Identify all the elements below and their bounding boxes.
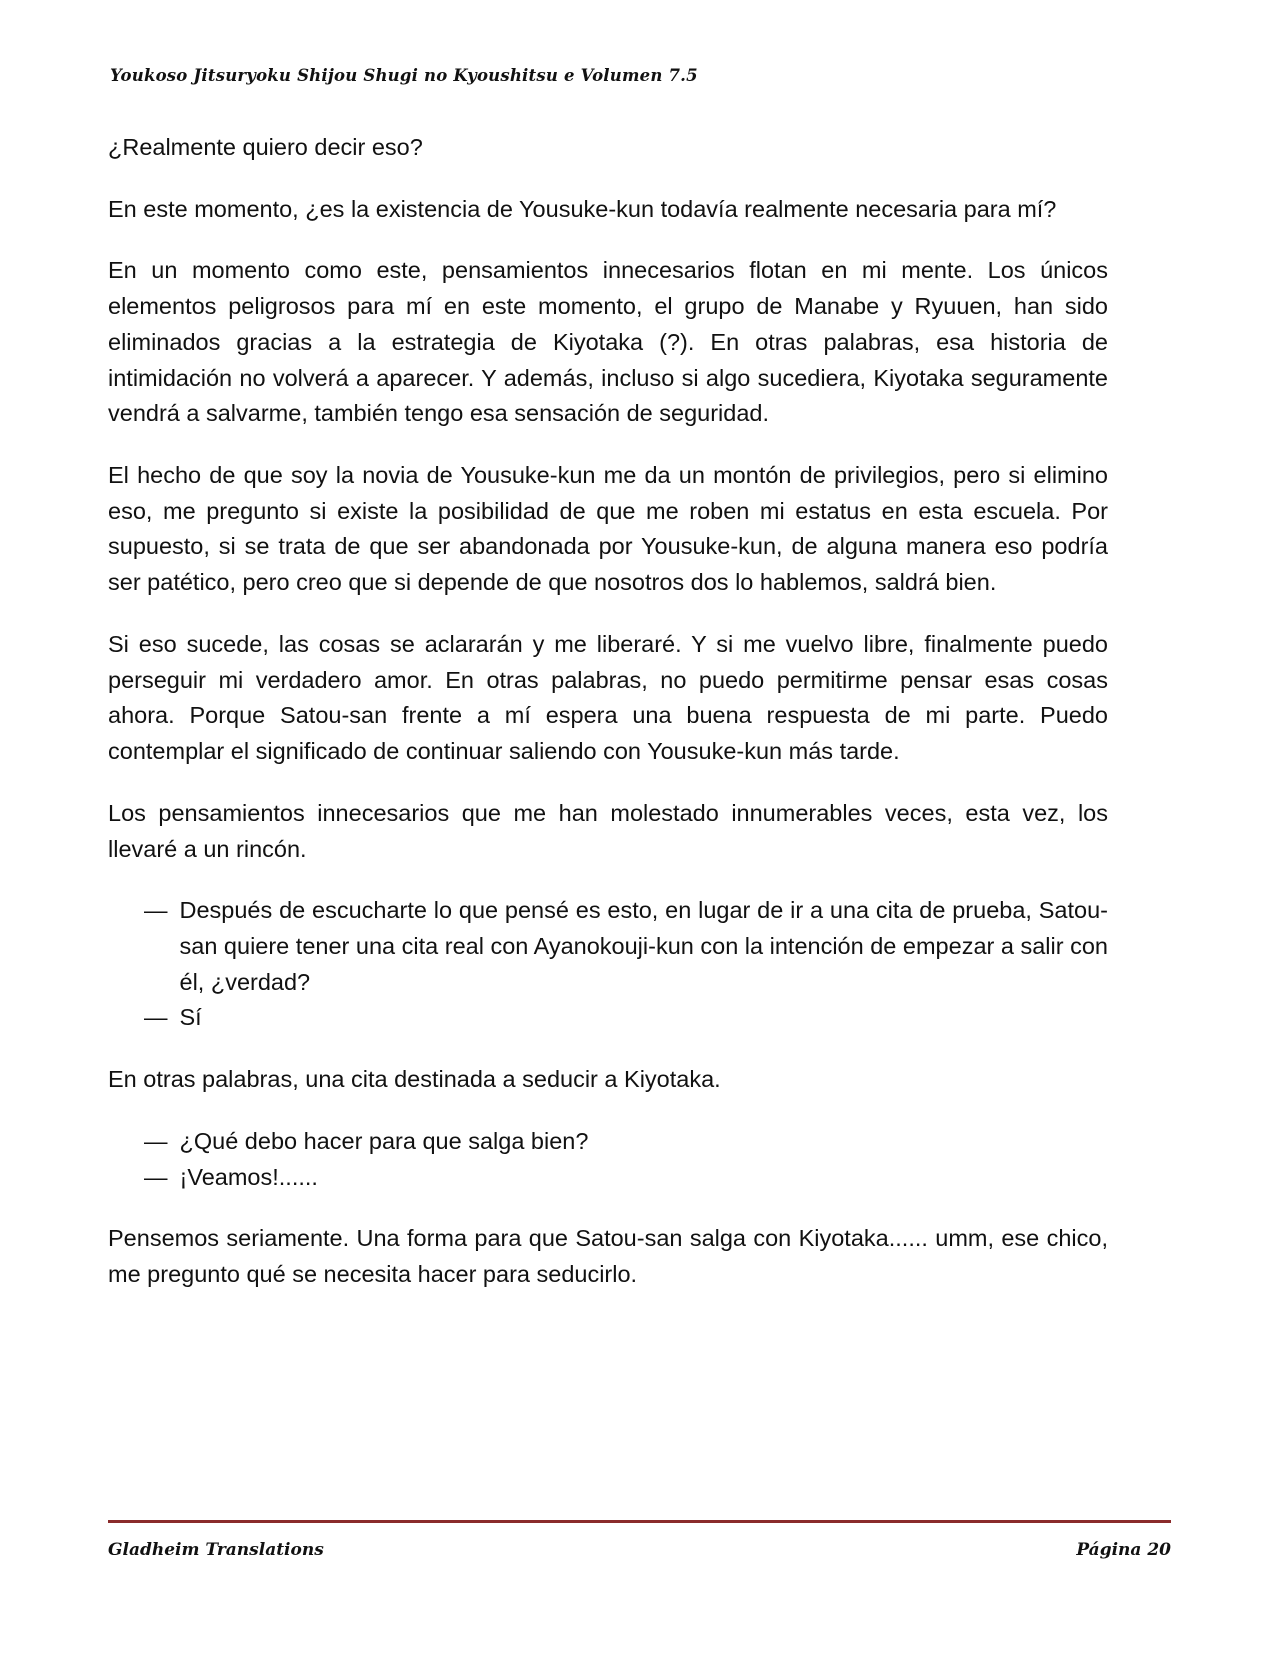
dialogue-text: ¿Qué debo hacer para que salga bien? <box>179 1127 589 1154</box>
dialogue-dash: — <box>144 1004 168 1031</box>
dialogue-line <box>144 1124 1108 1160</box>
paragraph: ¿Realmente quiero decir eso? <box>108 134 423 160</box>
page-footer <box>108 1540 1171 1560</box>
dialogue-block-two <box>108 1124 1108 1195</box>
paragraph: Si eso sucede, las cosas se aclararán y me liberaré. Y si me vuelvo libre, finalmente puedo perseguir mi verdadero amor. En otras palabras, no puedo permitirme pensar esas cosas ahora. Porque Satou-san frente a mí espera una buena respuesta de mi parte. Puedo contemplar el significado de continuar saliendo con Yousuke-kun más tarde. <box>108 630 1108 765</box>
paragraph: En otras palabras, una cita destinada a seducir a Kiyotaka. <box>108 1066 721 1093</box>
paragraph: En un momento como este, pensamientos innecesarios flotan en mi mente. Los únicos elementos peligrosos para mí en este momento, el grupo de Manabe y Ryuuen, han sido eliminados gracias a la estrategia de Kiyotaka (?). En otras palabras, esa historia de intimidación no volverá a aparecer. Y además, incluso si algo sucediera, Kiyotaka seguramente vendrá a salvarme, también tengo esa sensación de seguridad. <box>108 257 1108 427</box>
dialogue-line <box>144 893 1108 1000</box>
dialogue-text: Sí <box>179 1004 202 1031</box>
dialogue-dash: — <box>144 1163 168 1190</box>
dialogue-block-one <box>108 893 1108 1036</box>
dialogue-text: Después de escucharte lo que pensé es esto, en lugar de ir a una cita de prueba, Satou-san quiere tener una cita real con Ayanokouji-kun con la intención de empezar a salir con él, ¿verdad? <box>179 897 1108 995</box>
page-header-title: Youkoso Jitsuryoku Shijou Shugi no Kyoushitsu e Volumen 7.5 <box>110 66 698 85</box>
dialogue-dash: — <box>144 1127 168 1154</box>
dialogue-line <box>144 1160 1108 1196</box>
paragraph: Pensemos seriamente. Una forma para que Satou-san salga con Kiyotaka...... umm, ese chico, me pregunto qué se necesita hacer para seducirlo. <box>108 1225 1108 1287</box>
paragraph: En este momento, ¿es la existencia de Yousuke-kun todavía realmente necesaria para mí? <box>108 195 1057 222</box>
footer-translator-credit: Gladheim Translations <box>108 1540 324 1560</box>
page-body <box>108 130 1108 1293</box>
dialogue-text: ¡Veamos!...... <box>179 1163 318 1190</box>
footer-divider <box>108 1520 1171 1523</box>
dialogue-line <box>144 1000 1108 1036</box>
dialogue-dash: — <box>144 897 168 924</box>
paragraph: El hecho de que soy la novia de Yousuke-kun me da un montón de privilegios, pero si elimino eso, me pregunto si existe la posibilidad de que me roben mi estatus en esta escuela. Por supuesto, si se trata de que ser abandonada por Yousuke-kun, de alguna manera eso podría ser patético, pero creo que si depende de que nosotros dos lo hablemos, saldrá bien. <box>108 462 1108 596</box>
footer-page-number: Página 20 <box>1076 1540 1171 1560</box>
paragraph: Los pensamientos innecesarios que me han molestado innumerables veces, esta vez, los llevaré a un rincón. <box>108 799 1108 862</box>
